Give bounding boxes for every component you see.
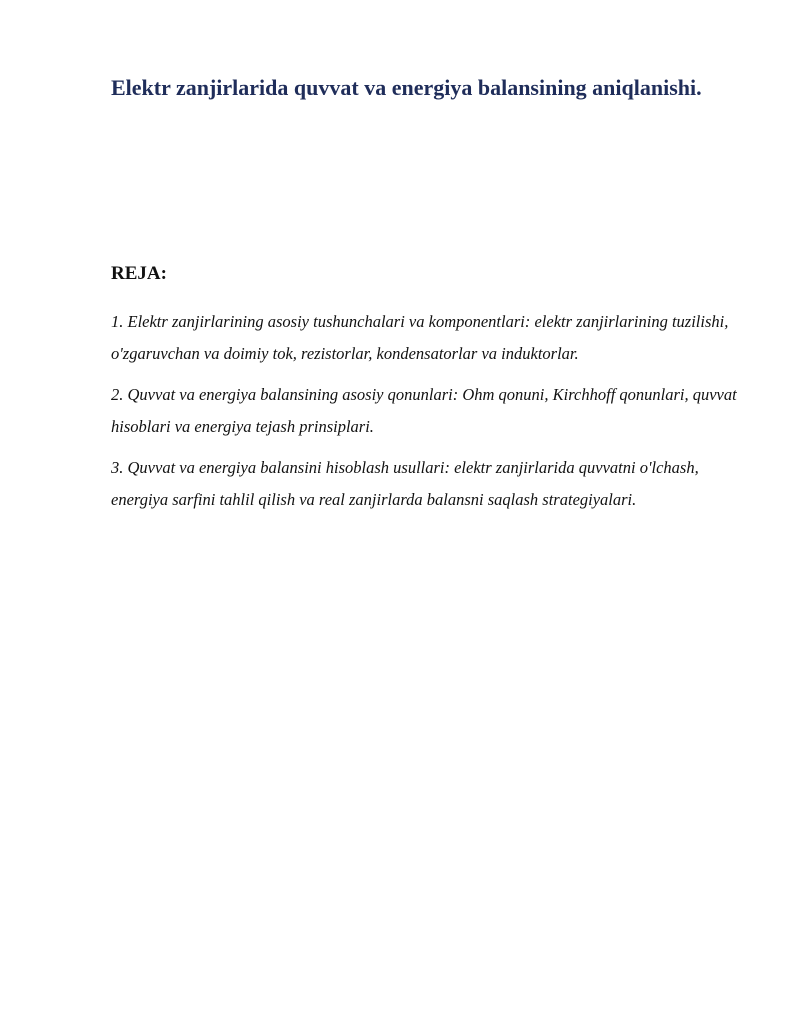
plan-item-1: 1. Elektr zanjirlarining asosiy tushunchalari va komponentlari: elektr zanjirlarining tuzilishi, o'zgaruvchan va doimiy tok, rezistorlar, kondensatorlar va induktorlar. [111,312,729,363]
plan-item-2: 2. Quvvat va energiya balansining asosiy qonunlari: Ohm qonuni, Kirchhoff qonunlari, quvvat hisoblari va energiya tejash prinsiplari. [111,385,737,436]
document-title: Elektr zanjirlarida quvvat va energiya balansining aniqlanishi. [111,75,702,100]
plan-heading: REJA: [111,263,167,284]
plan-item-3: 3. Quvvat va energiya balansini hisoblash usullari: elektr zanjirlarida quvvatni o'lchash, energiya sarfini tahlil qilish va real zanjirlarda balansni saqlash strategiyalari. [111,458,699,509]
plan-list [111,306,751,525]
